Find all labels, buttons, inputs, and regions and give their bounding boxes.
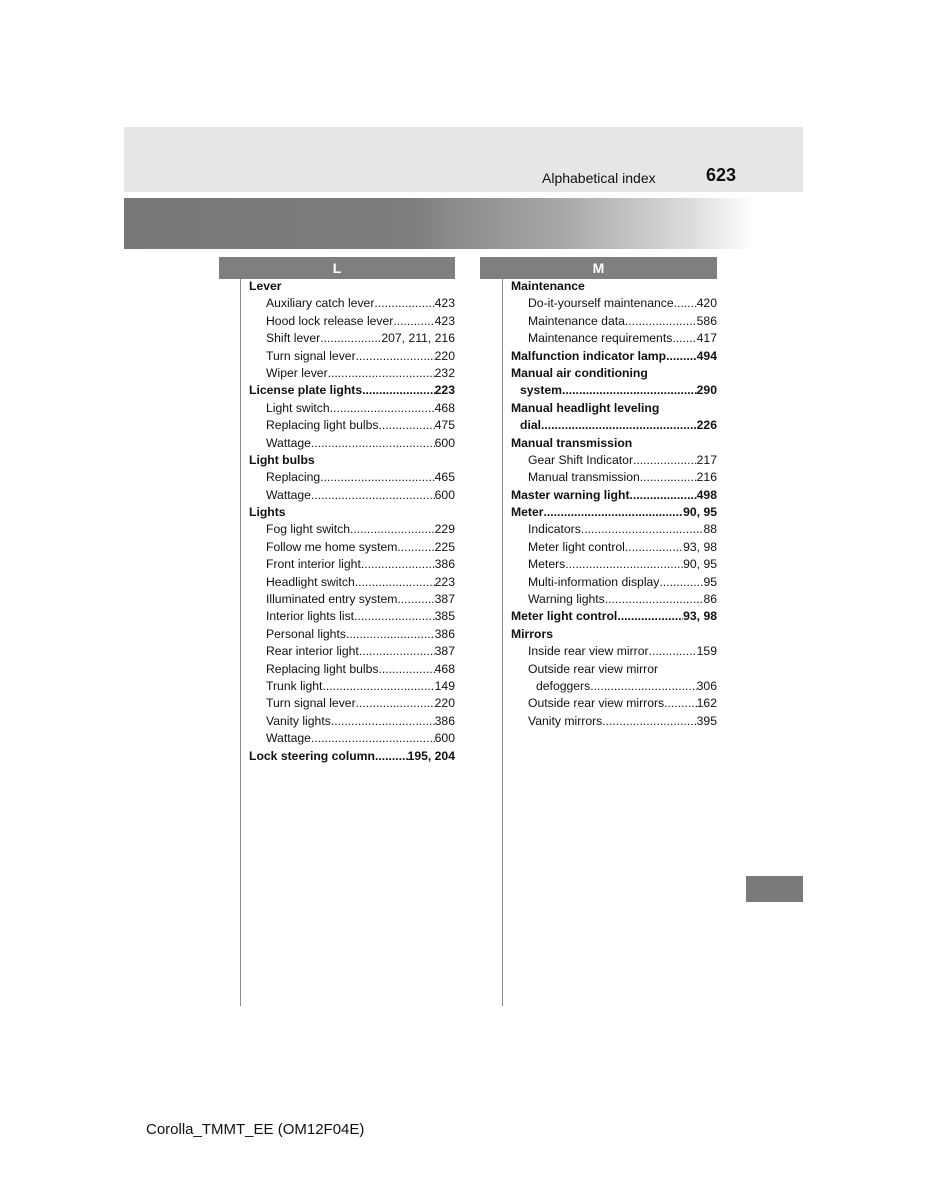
index-entry-pages: 586 bbox=[696, 313, 717, 328]
index-entry bbox=[511, 348, 717, 365]
index-entry-term: Shift lever bbox=[266, 331, 321, 346]
index-entry-term: Follow me home system bbox=[266, 539, 398, 554]
dot-leader bbox=[322, 678, 434, 695]
index-entry-term: Manual transmission bbox=[511, 435, 633, 450]
index-entry bbox=[249, 278, 455, 295]
index-entry bbox=[249, 504, 455, 521]
dot-leader bbox=[633, 452, 697, 469]
dot-leader bbox=[649, 643, 697, 660]
index-entry-pages: 420 bbox=[696, 296, 717, 311]
index-entry-term: Auxiliary catch lever bbox=[266, 296, 375, 311]
index-entry-pages: 475 bbox=[434, 418, 455, 433]
index-entry-pages: 465 bbox=[434, 470, 455, 485]
index-entry bbox=[511, 313, 717, 330]
index-entry bbox=[511, 435, 717, 452]
index-entry-term: Personal lights bbox=[266, 626, 346, 641]
index-entry bbox=[249, 539, 455, 556]
index-entry-term: Maintenance requirements bbox=[528, 331, 673, 346]
index-entry bbox=[249, 661, 455, 678]
index-entry bbox=[511, 452, 717, 469]
index-entry-term: Multi-information display bbox=[528, 574, 660, 589]
dot-leader bbox=[346, 626, 435, 643]
dot-leader bbox=[393, 313, 434, 330]
dot-leader bbox=[544, 504, 684, 521]
index-entry bbox=[511, 469, 717, 486]
index-entry bbox=[249, 469, 455, 486]
header-band bbox=[124, 127, 803, 192]
index-entry bbox=[511, 678, 717, 695]
dot-leader bbox=[311, 435, 435, 452]
index-entry-pages: 95 bbox=[703, 574, 717, 589]
index-entry-term: Wattage bbox=[266, 731, 311, 746]
dot-leader bbox=[375, 748, 408, 765]
dot-leader bbox=[359, 643, 435, 660]
index-entry bbox=[249, 330, 455, 347]
index-entry-term: Rear interior light bbox=[266, 644, 359, 659]
dot-leader bbox=[590, 678, 696, 695]
index-entry-term: Malfunction indicator lamp bbox=[511, 348, 667, 363]
index-entry bbox=[511, 295, 717, 312]
dot-leader bbox=[378, 661, 434, 678]
index-entry-pages: 86 bbox=[703, 592, 717, 607]
index-entry-term: Front interior light bbox=[266, 557, 361, 572]
index-entry-term: Wattage bbox=[266, 487, 311, 502]
index-entry bbox=[249, 487, 455, 504]
index-entry bbox=[249, 400, 455, 417]
index-entry-term: Manual transmission bbox=[528, 470, 640, 485]
index-entry-term: Inside rear view mirror bbox=[528, 644, 649, 659]
index-entry-pages: 149 bbox=[434, 678, 455, 693]
dot-leader bbox=[602, 713, 696, 730]
index-entry bbox=[249, 435, 455, 452]
index-entry-term: Outside rear view mirrors bbox=[528, 696, 665, 711]
index-entry-term: Turn signal lever bbox=[266, 696, 356, 711]
index-entry-pages: 423 bbox=[434, 313, 455, 328]
column-divider-left bbox=[240, 279, 241, 1006]
index-entry-pages: 93, 98 bbox=[683, 609, 717, 624]
index-entry-term: Outside rear view mirror bbox=[528, 661, 659, 676]
index-entry-pages: 386 bbox=[434, 557, 455, 572]
index-entry-pages: 195, 204 bbox=[407, 748, 455, 763]
dot-leader bbox=[362, 382, 435, 399]
dot-leader bbox=[397, 591, 434, 608]
index-entry-pages: 223 bbox=[434, 574, 455, 589]
index-entry bbox=[249, 417, 455, 434]
index-entry bbox=[249, 591, 455, 608]
index-entry-term: Gear Shift Indicator bbox=[528, 452, 633, 467]
index-entry-pages: 93, 98 bbox=[683, 539, 717, 554]
index-entry-pages: 306 bbox=[696, 678, 717, 693]
index-entry-term: dial bbox=[520, 418, 541, 433]
dot-leader bbox=[374, 295, 434, 312]
dot-leader bbox=[640, 469, 697, 486]
index-entry bbox=[249, 521, 455, 538]
index-entry bbox=[249, 713, 455, 730]
index-entry-term: Meter bbox=[511, 505, 544, 520]
index-entry-pages: 216 bbox=[696, 470, 717, 485]
index-entry bbox=[511, 556, 717, 573]
index-entry bbox=[249, 574, 455, 591]
index-entry bbox=[511, 608, 717, 625]
index-entry-term: Manual headlight leveling bbox=[511, 400, 660, 415]
index-entry-pages: 90, 95 bbox=[683, 505, 717, 520]
index-entry-pages: 468 bbox=[434, 400, 455, 415]
index-entry bbox=[511, 417, 717, 434]
dot-leader bbox=[350, 521, 435, 538]
index-entry bbox=[511, 643, 717, 660]
index-entry bbox=[249, 313, 455, 330]
index-entry bbox=[511, 695, 717, 712]
index-entry bbox=[249, 608, 455, 625]
dot-leader bbox=[562, 382, 697, 399]
dot-leader bbox=[361, 556, 435, 573]
index-entry bbox=[249, 695, 455, 712]
index-entry-pages: 225 bbox=[434, 539, 455, 554]
index-entry-pages: 600 bbox=[434, 435, 455, 450]
index-entry-term: system bbox=[520, 383, 563, 398]
index-entry-pages: 468 bbox=[434, 661, 455, 676]
index-entry bbox=[511, 713, 717, 730]
index-entry-term: Vanity lights bbox=[266, 713, 331, 728]
section-gradient-bar bbox=[124, 198, 754, 249]
index-entry bbox=[249, 730, 455, 747]
index-entry-term: Maintenance bbox=[511, 279, 585, 293]
index-entry-term: Replacing light bulbs bbox=[266, 418, 379, 433]
dot-leader bbox=[581, 521, 704, 538]
dot-leader bbox=[625, 313, 697, 330]
index-entry-term: defoggers bbox=[536, 678, 591, 693]
dot-leader bbox=[354, 608, 435, 625]
index-entry bbox=[249, 348, 455, 365]
index-entry-term: Vanity mirrors bbox=[528, 713, 603, 728]
dot-leader bbox=[311, 730, 435, 747]
index-entry bbox=[511, 574, 717, 591]
index-entry bbox=[511, 521, 717, 538]
dot-leader bbox=[356, 348, 435, 365]
dot-leader bbox=[378, 417, 434, 434]
index-entry-term: Interior lights list bbox=[266, 609, 355, 624]
index-entry-term: Warning lights bbox=[528, 592, 605, 607]
dot-leader bbox=[565, 556, 683, 573]
index-entry-pages: 395 bbox=[696, 713, 717, 728]
index-entry bbox=[511, 365, 717, 382]
index-entry-term: Master warning light bbox=[511, 487, 630, 502]
page-number: 623 bbox=[706, 165, 737, 185]
index-entry-term: Maintenance data bbox=[528, 313, 625, 328]
dot-leader bbox=[311, 487, 435, 504]
index-entry bbox=[249, 382, 455, 399]
index-entry bbox=[249, 678, 455, 695]
index-entry-pages: 386 bbox=[434, 626, 455, 641]
index-column-right bbox=[511, 278, 717, 730]
dot-leader bbox=[356, 695, 435, 712]
dot-leader bbox=[330, 400, 435, 417]
index-entry bbox=[511, 626, 717, 643]
index-entry-term: Hood lock release lever bbox=[266, 313, 394, 328]
index-entry-pages: 600 bbox=[434, 731, 455, 746]
index-entry-pages: 88 bbox=[703, 522, 717, 537]
index-entry-term: Do-it-yourself maintenance bbox=[528, 296, 674, 311]
index-entry-pages: 207, 211, 216 bbox=[381, 331, 455, 346]
index-entry-term: Illuminated entry system bbox=[266, 592, 398, 607]
dot-leader bbox=[672, 330, 696, 347]
index-entry bbox=[511, 504, 717, 521]
index-entry-term: Mirrors bbox=[511, 626, 553, 641]
index-entry-term: Meters bbox=[528, 557, 566, 572]
column-divider-right bbox=[502, 279, 503, 1006]
index-entry-pages: 417 bbox=[696, 331, 717, 346]
index-entry bbox=[249, 643, 455, 660]
index-entry-pages: 387 bbox=[434, 592, 455, 607]
index-entry-pages: 229 bbox=[434, 522, 455, 537]
index-entry-pages: 232 bbox=[434, 365, 455, 380]
index-entry-pages: 600 bbox=[434, 487, 455, 502]
thumb-index-tab bbox=[746, 876, 803, 902]
index-entry-term: Light switch bbox=[266, 400, 330, 415]
page-title: Alphabetical index bbox=[542, 170, 656, 186]
index-entry-pages: 423 bbox=[434, 296, 455, 311]
index-entry-pages: 494 bbox=[696, 348, 717, 363]
index-entry bbox=[511, 278, 717, 295]
index-entry-term: Headlight switch bbox=[266, 574, 355, 589]
index-entry-pages: 387 bbox=[434, 644, 455, 659]
index-entry-pages: 223 bbox=[434, 383, 455, 398]
index-entry-term: License plate lights bbox=[249, 383, 363, 398]
index-entry-pages: 217 bbox=[696, 452, 717, 467]
index-entry bbox=[249, 365, 455, 382]
index-entry bbox=[249, 452, 455, 469]
index-entry bbox=[511, 400, 717, 417]
dot-leader bbox=[625, 539, 683, 556]
index-entry-term: Meter light control bbox=[511, 609, 618, 624]
index-entry-pages: 385 bbox=[434, 609, 455, 624]
dot-leader bbox=[355, 574, 435, 591]
letter-heading-l: L bbox=[219, 257, 455, 279]
index-entry-term: Light bulbs bbox=[249, 452, 315, 467]
index-entry bbox=[249, 556, 455, 573]
index-entry-pages: 498 bbox=[696, 487, 717, 502]
index-entry bbox=[249, 626, 455, 643]
index-column-left bbox=[249, 278, 455, 765]
index-entry-pages: 220 bbox=[434, 348, 455, 363]
index-entry bbox=[511, 539, 717, 556]
index-entry-term: Wattage bbox=[266, 435, 311, 450]
index-entry-term: Replacing light bulbs bbox=[266, 661, 379, 676]
index-entry-pages: 90, 95 bbox=[683, 557, 717, 572]
index-entry-pages: 226 bbox=[696, 418, 717, 433]
index-entry-term: Lights bbox=[249, 505, 286, 520]
dot-leader bbox=[397, 539, 434, 556]
index-entry-term: Lock steering column bbox=[249, 748, 375, 763]
dot-leader bbox=[541, 417, 697, 434]
index-entry bbox=[511, 487, 717, 504]
index-entry-term: Lever bbox=[249, 279, 282, 293]
index-entry-term: Meter light control bbox=[528, 539, 625, 554]
index-entry-pages: 386 bbox=[434, 713, 455, 728]
index-entry-pages: 220 bbox=[434, 696, 455, 711]
index-entry-term: Fog light switch bbox=[266, 522, 350, 537]
index-entry-pages: 290 bbox=[696, 383, 717, 398]
dot-leader bbox=[605, 591, 704, 608]
index-entry-term: Indicators bbox=[528, 522, 581, 537]
dot-leader bbox=[630, 487, 697, 504]
index-entry-term: Wiper lever bbox=[266, 365, 328, 380]
dot-leader bbox=[320, 330, 381, 347]
index-entry bbox=[511, 591, 717, 608]
index-entry-pages: 162 bbox=[696, 696, 717, 711]
dot-leader bbox=[328, 365, 435, 382]
dot-leader bbox=[664, 695, 697, 712]
dot-leader bbox=[331, 713, 435, 730]
index-entry-term: Replacing bbox=[266, 470, 321, 485]
dot-leader bbox=[617, 608, 683, 625]
index-entry bbox=[511, 382, 717, 399]
dot-leader bbox=[666, 348, 697, 365]
letter-heading-m: M bbox=[480, 257, 717, 279]
dot-leader bbox=[320, 469, 434, 486]
index-entry bbox=[249, 748, 455, 765]
index-entry bbox=[249, 295, 455, 312]
index-entry-term: Trunk light bbox=[266, 678, 323, 693]
index-entry-pages: 159 bbox=[696, 644, 717, 659]
index-entry-term: Manual air conditioning bbox=[511, 365, 648, 380]
index-entry bbox=[511, 661, 717, 678]
dot-leader bbox=[674, 295, 697, 312]
footer-doc-id: Corolla_TMMT_EE (OM12F04E) bbox=[146, 1121, 365, 1138]
index-entry-term: Turn signal lever bbox=[266, 348, 356, 363]
dot-leader bbox=[659, 574, 703, 591]
index-entry bbox=[511, 330, 717, 347]
